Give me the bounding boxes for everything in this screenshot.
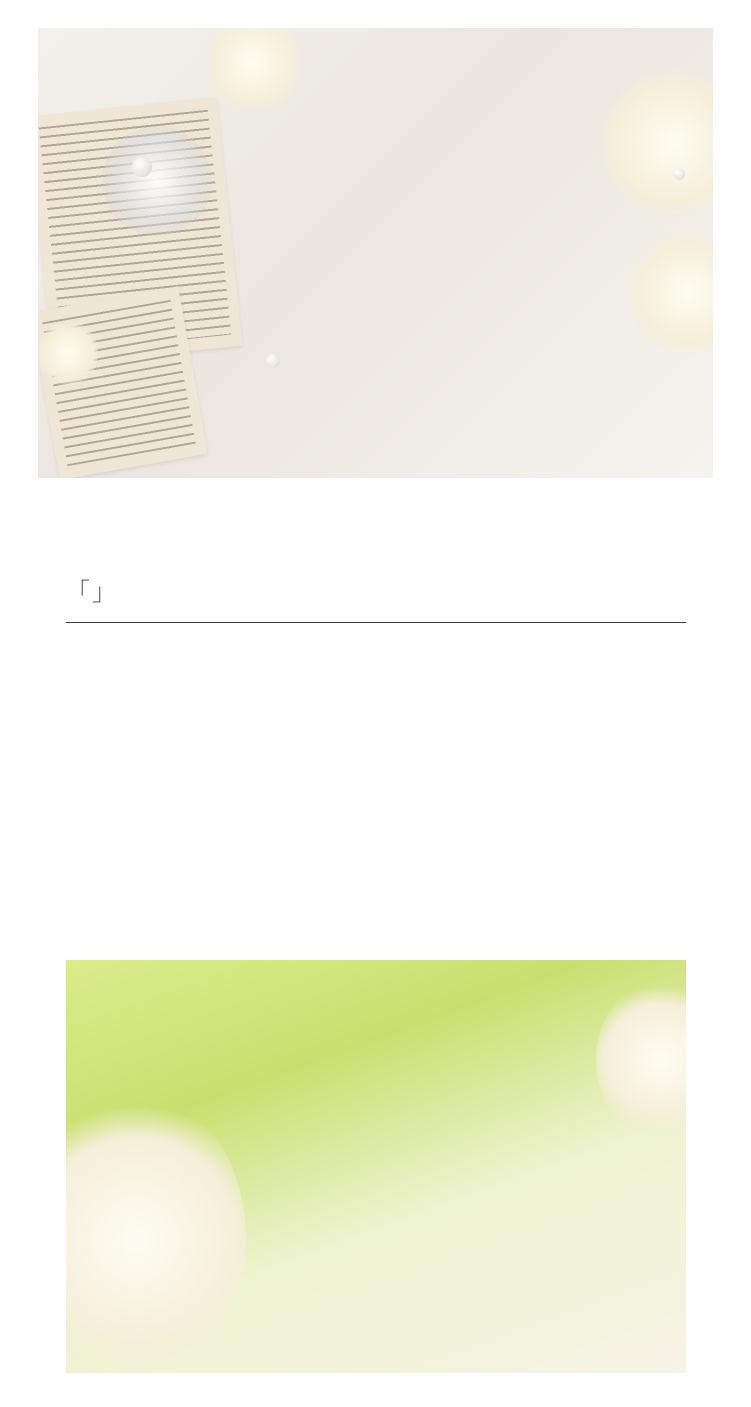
product-information-table xyxy=(66,560,686,620)
info-title-cn: 「」 xyxy=(66,578,118,606)
pearl-decoration xyxy=(673,168,685,180)
divider xyxy=(66,622,686,623)
pearl-decoration xyxy=(266,354,280,368)
daisy-decoration xyxy=(38,318,98,388)
glass-dish-decoration xyxy=(102,126,212,236)
info-heading xyxy=(66,560,686,620)
white-fabric-decoration xyxy=(66,1090,246,1373)
pearl-decoration xyxy=(132,157,152,177)
product-photo-blue-houses xyxy=(38,28,713,478)
white-flower-decoration xyxy=(596,980,686,1140)
product-photo-sunflower-houses xyxy=(66,960,686,1373)
white-flower-decoration xyxy=(628,228,713,358)
white-flower-decoration xyxy=(598,68,713,218)
